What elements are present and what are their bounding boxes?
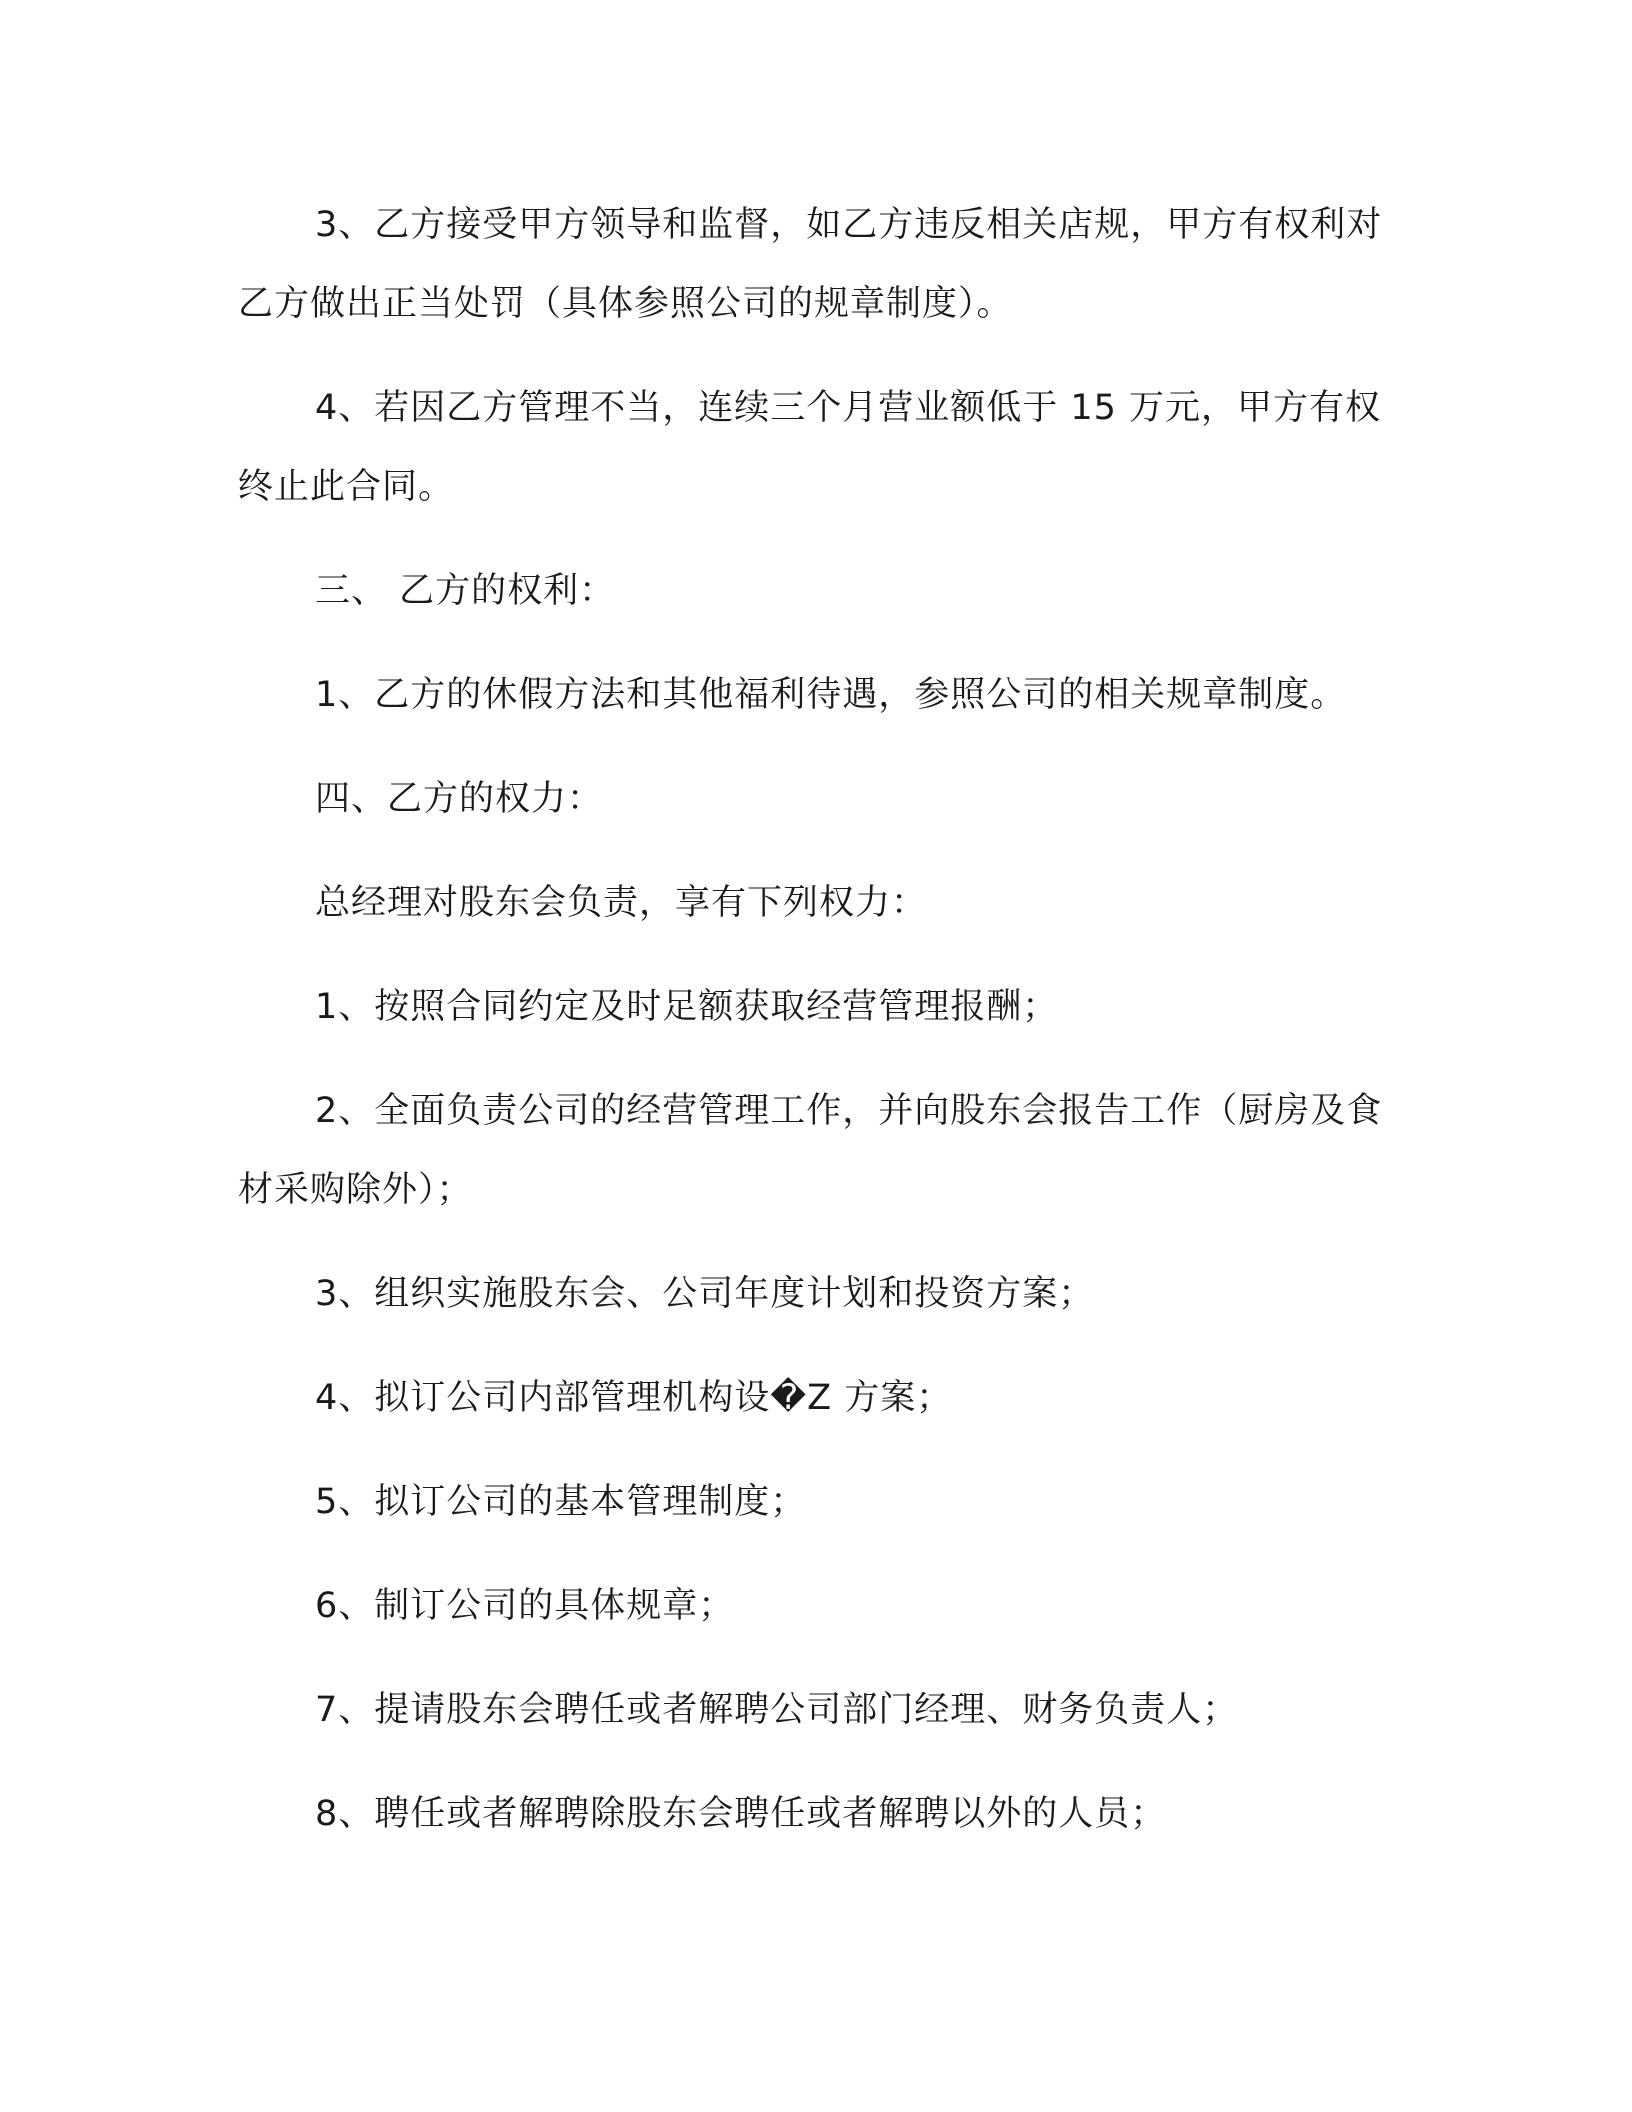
paragraph-item-4-termination: 4、若因乙方管理不当，连续三个月营业额低于 15 万元，甲方有权终止此合同。	[238, 388, 1382, 507]
paragraph-powers-4: 4、拟订公司内部管理机构设�Z 方案；	[315, 1378, 953, 1418]
paragraph-powers-2: 2、全面负责公司的经营管理工作，并向股东会报告工作（厨房及食材采购除外）；	[238, 1091, 1383, 1210]
paragraph-powers-5: 5、拟订公司的基本管理制度；	[315, 1482, 807, 1522]
paragraph-rights-1: 1、乙方的休假方法和其他福利待遇，参照公司的相关规章制度。	[315, 675, 1347, 715]
paragraph-powers-7: 7、提请股东会聘任或者解聘公司部门经理、财务负责人；	[315, 1690, 1239, 1730]
paragraph-powers-8: 8、聘任或者解聘除股东会聘任或者解聘以外的人员；	[315, 1794, 1167, 1834]
paragraph-powers-3: 3、组织实施股东会、公司年度计划和投资方案；	[315, 1274, 1095, 1314]
paragraph-item-3-supervision: 3、乙方接受甲方领导和监督，如乙方违反相关店规，甲方有权利对乙方做出正当处罚（具体参照公司的规章制度）。	[238, 205, 1383, 324]
document-body	[238, 186, 1398, 1854]
paragraph-powers-1: 1、按照合同约定及时足额获取经营管理报酬；	[315, 987, 1059, 1027]
section-heading-powers: 四、乙方的权力：	[315, 779, 604, 819]
paragraph-powers-intro: 总经理对股东会负责，享有下列权力：	[315, 883, 928, 923]
section-heading-rights: 三、 乙方的权利：	[315, 571, 616, 611]
paragraph-powers-6: 6、制订公司的具体规章；	[315, 1586, 735, 1626]
